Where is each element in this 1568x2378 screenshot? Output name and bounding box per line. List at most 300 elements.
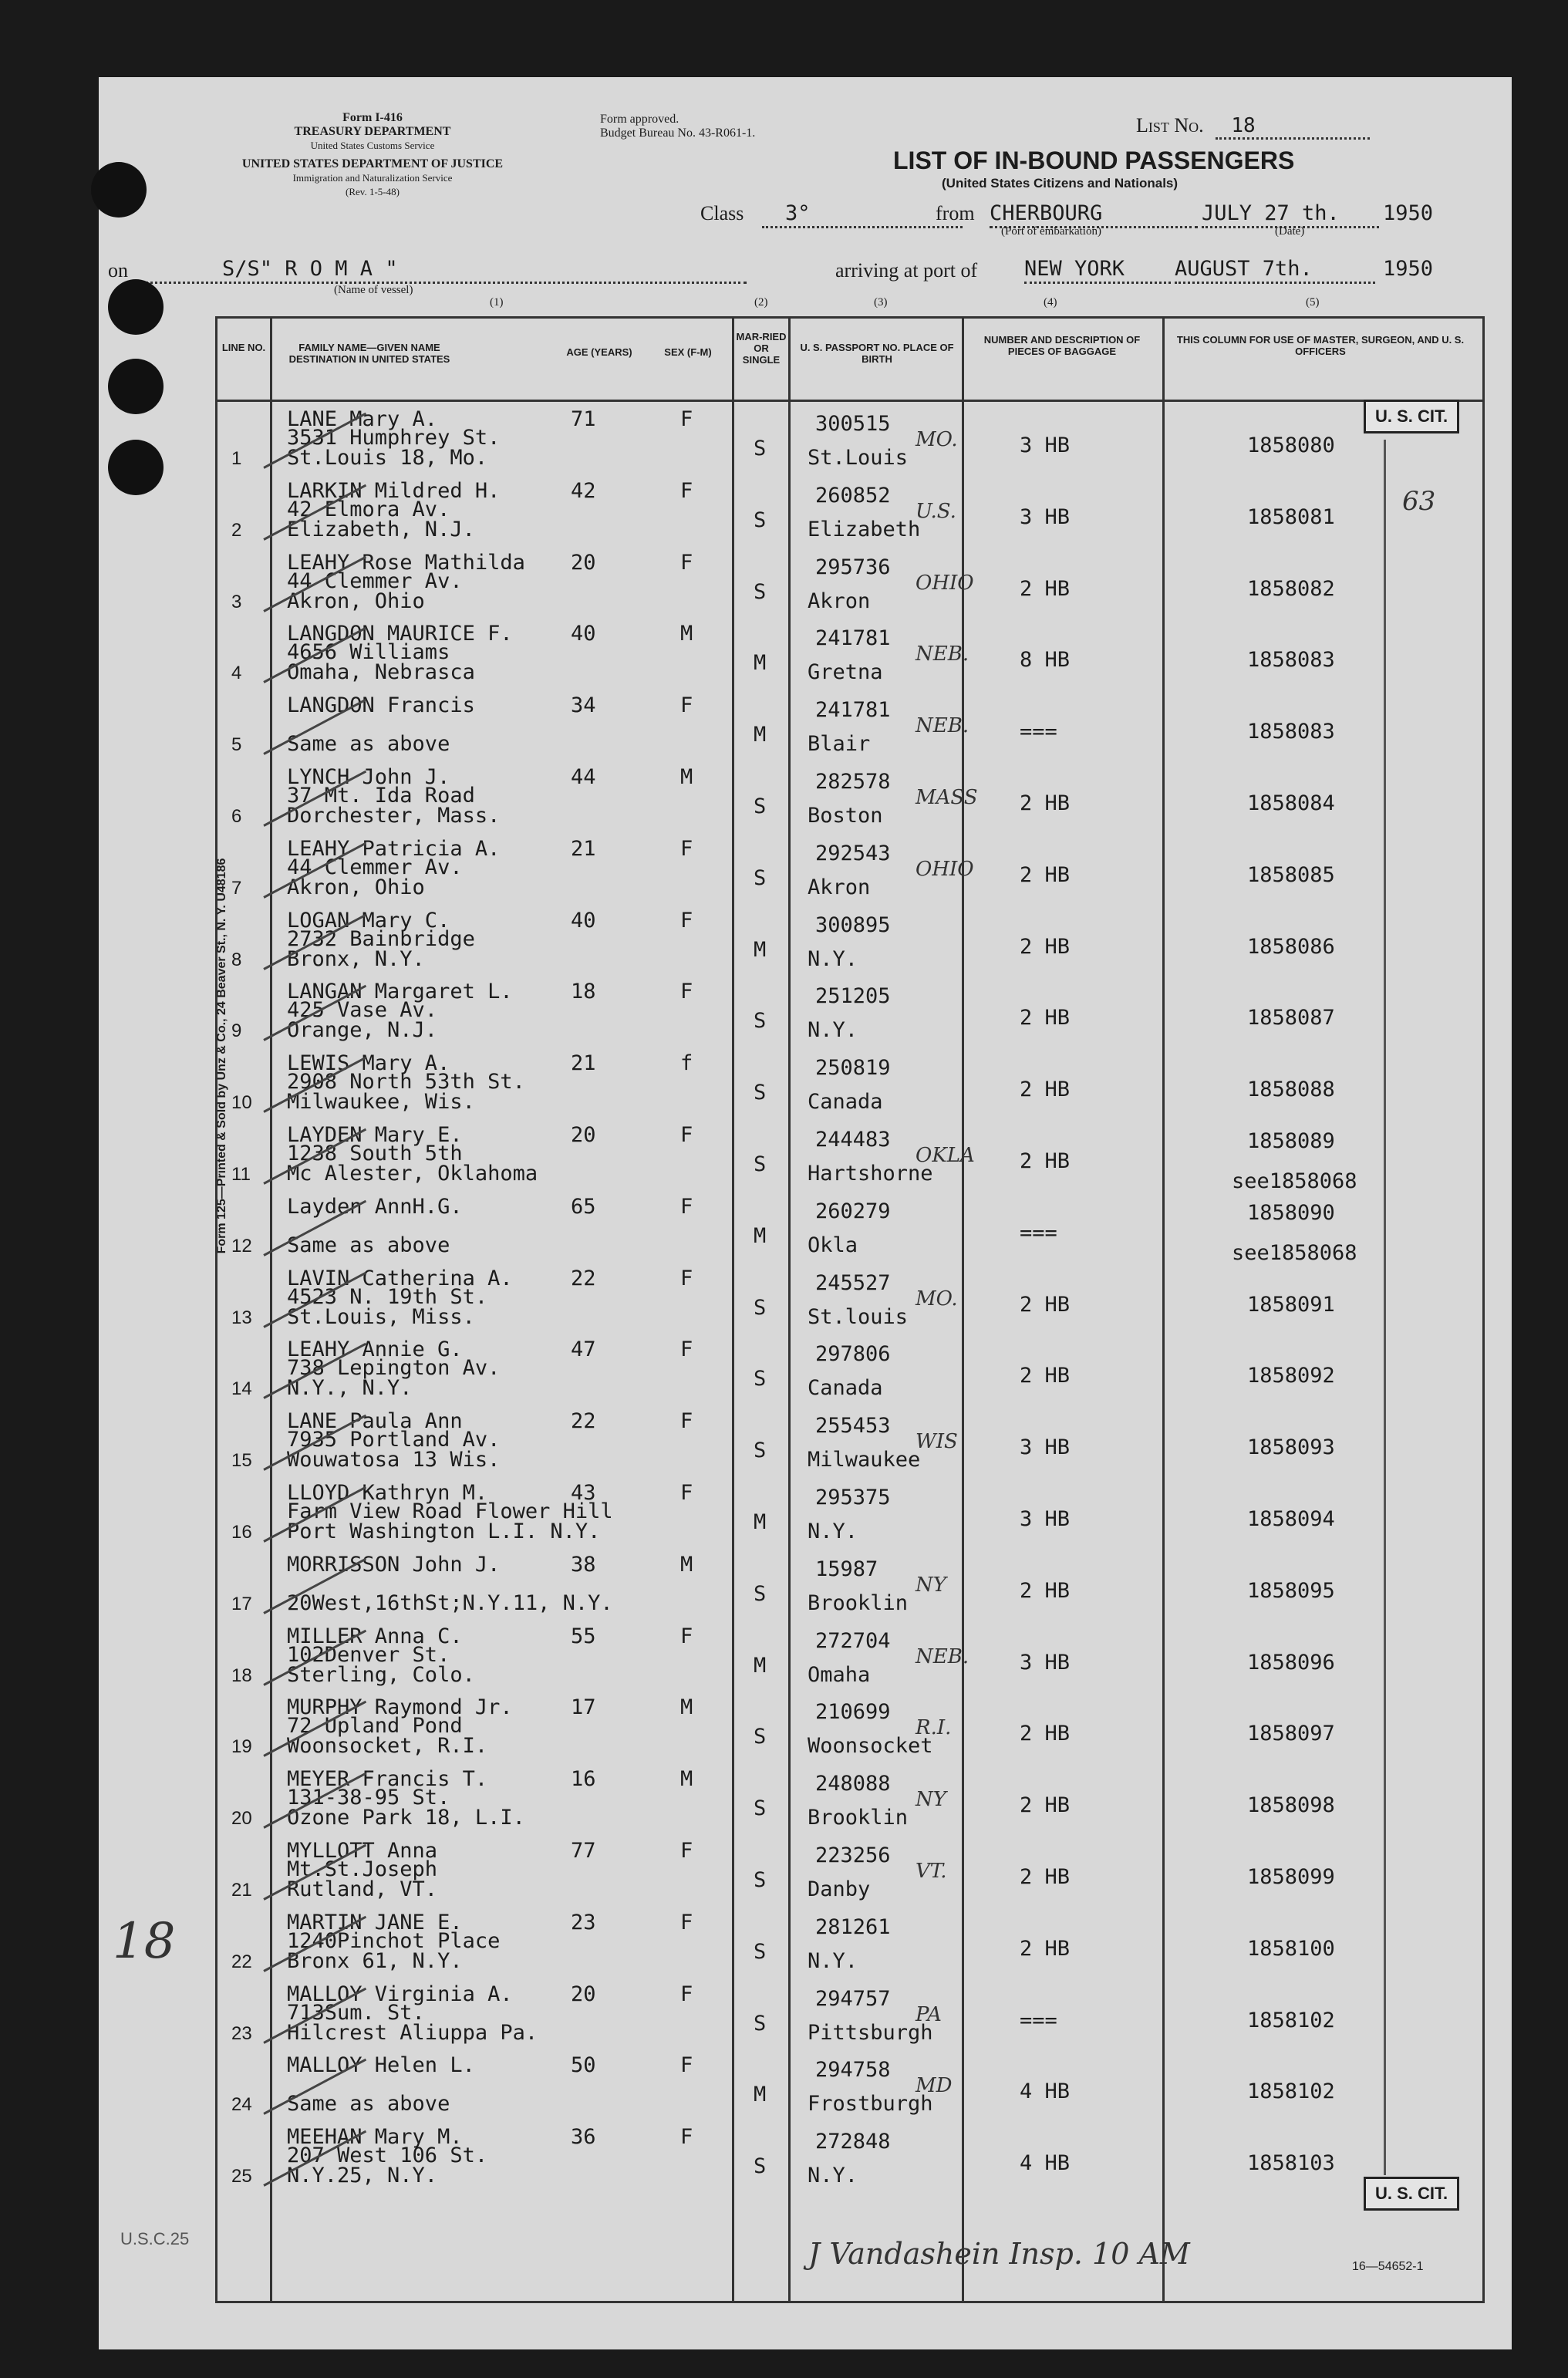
passport-number: 281261 bbox=[815, 1914, 891, 1939]
marital-status: S bbox=[754, 1868, 767, 1892]
baggage: 4 HB bbox=[1020, 2151, 1071, 2176]
baggage: === bbox=[1020, 720, 1057, 744]
officer-number: 1858099 bbox=[1247, 1865, 1335, 1889]
col-num-1: (1) bbox=[490, 296, 504, 309]
place-of-birth: N.Y. bbox=[808, 2164, 858, 2188]
baggage: 2 HB bbox=[1020, 1793, 1071, 1818]
officer-number: 1858096 bbox=[1247, 1650, 1335, 1675]
address-line-2: St.Louis, Miss. bbox=[287, 1304, 475, 1329]
departure-year: 1950 bbox=[1383, 201, 1434, 225]
place-of-birth: Woonsocket bbox=[808, 1734, 933, 1759]
place-of-birth: Frostburgh bbox=[808, 2092, 933, 2117]
line-number: 15 bbox=[231, 1450, 252, 1472]
doj-label: UNITED STATES DEPARTMENT OF JUSTICE bbox=[241, 157, 504, 170]
passenger-name: LAYDEN Mary E. bbox=[287, 1123, 463, 1147]
line-number: 21 bbox=[231, 1880, 252, 1901]
customs-service: United States Customs Service bbox=[310, 140, 435, 151]
address-line-1: 4523 N. 19th St. bbox=[287, 1284, 488, 1309]
marital-status: M bbox=[754, 937, 767, 962]
passenger-name: MILLER Anna C. bbox=[287, 1624, 463, 1648]
age: 47 bbox=[571, 1337, 596, 1362]
age: 23 bbox=[571, 1910, 596, 1934]
address-line-1: 42 Elmora Av. bbox=[287, 497, 450, 521]
line-number: 14 bbox=[231, 1378, 252, 1400]
place-of-birth: Elizabeth bbox=[808, 517, 921, 541]
sex: F bbox=[680, 1266, 693, 1290]
age: 20 bbox=[571, 550, 596, 575]
sex: F bbox=[680, 550, 693, 575]
passport-number: 294758 bbox=[815, 2058, 891, 2083]
handwritten-state: NEB. bbox=[916, 714, 969, 738]
officer-number: 1858083 bbox=[1247, 720, 1335, 744]
passenger-name: LAVIN Catherina A. bbox=[287, 1266, 513, 1290]
line-number: 18 bbox=[231, 1665, 252, 1686]
place-of-birth: Boston bbox=[808, 804, 883, 828]
baggage: 2 HB bbox=[1020, 1292, 1071, 1317]
address-line-2: Bronx, N.Y. bbox=[287, 946, 425, 971]
line-number: 7 bbox=[231, 877, 242, 899]
header-name: FAMILY NAME—GIVEN NAME DESTINATION IN UNITED STATES bbox=[288, 342, 450, 365]
baggage: 2 HB bbox=[1020, 1078, 1071, 1102]
officer-number: 1858102 bbox=[1247, 2008, 1335, 2032]
officer-number: 1858087 bbox=[1247, 1006, 1335, 1030]
baggage: 2 HB bbox=[1020, 1722, 1071, 1746]
address-line-2: Omaha, Nebrasca bbox=[287, 660, 475, 685]
baggage: 2 HB bbox=[1020, 1865, 1071, 1889]
address-line-1: Farm View Road Flower Hill bbox=[287, 1499, 613, 1523]
address-line-1: Mt.St.Joseph bbox=[287, 1857, 438, 1881]
form-number: Form I-416 bbox=[342, 111, 403, 124]
address-line-2: Ozone Park 18, L.I. bbox=[287, 1806, 525, 1830]
passport-number: 260852 bbox=[815, 483, 891, 508]
passenger-name: Layden AnnH.G. bbox=[287, 1194, 463, 1219]
passenger-name: LEAHY Annie G. bbox=[287, 1337, 463, 1362]
passport-number: 244483 bbox=[815, 1128, 891, 1152]
sex: F bbox=[680, 1982, 693, 2006]
address-line-1: 1238 South 5th bbox=[287, 1142, 463, 1165]
handwritten-state: NY bbox=[916, 1573, 946, 1597]
budget-bureau: Budget Bureau No. 43-R061-1. bbox=[600, 126, 756, 140]
form-block bbox=[203, 111, 542, 199]
age: 17 bbox=[571, 1695, 596, 1720]
line-number: 17 bbox=[231, 1593, 252, 1614]
passport-number: 282578 bbox=[815, 770, 891, 794]
place-of-birth: Gretna bbox=[808, 660, 883, 685]
marital-status: M bbox=[754, 723, 767, 747]
address-line-2: Akron, Ohio bbox=[287, 875, 425, 899]
table-row bbox=[217, 903, 1482, 979]
sex: F bbox=[680, 1337, 693, 1362]
baggage: === bbox=[1020, 1220, 1057, 1245]
line-number: 20 bbox=[231, 1808, 252, 1830]
header-sex: SEX (F-M) bbox=[664, 346, 712, 358]
passport-number: 241781 bbox=[815, 626, 891, 651]
passenger-name: LANGDON Francis bbox=[287, 693, 475, 718]
handwritten-state: MASS bbox=[916, 786, 978, 809]
passenger-name: LEAHY Rose Mathilda bbox=[287, 550, 525, 575]
officer-number: 1858086 bbox=[1247, 934, 1335, 959]
line-number: 12 bbox=[231, 1235, 252, 1256]
address-line-1: 2908 North 53th St. bbox=[287, 1070, 525, 1095]
col-num-4: (4) bbox=[1044, 296, 1057, 309]
table-row bbox=[217, 1189, 1482, 1265]
table-row bbox=[217, 2120, 1482, 2195]
sex: M bbox=[680, 765, 693, 789]
handwritten-state: WIS bbox=[916, 1430, 958, 1454]
address-line-2: Same as above bbox=[287, 1233, 450, 1257]
table-row bbox=[217, 1833, 1482, 1909]
table-row bbox=[217, 1619, 1482, 1695]
address-line-2: Hilcrest Aliuppa Pa. bbox=[287, 2020, 538, 2045]
sex: F bbox=[680, 2125, 693, 2150]
passenger-name: LOGAN Mary C. bbox=[287, 908, 450, 933]
sex: M bbox=[680, 1767, 693, 1792]
place-of-birth: Canada bbox=[808, 1090, 883, 1115]
marital-status: S bbox=[754, 1009, 767, 1034]
baggage: 3 HB bbox=[1020, 433, 1071, 457]
passport-number: 250819 bbox=[815, 1056, 891, 1081]
passport-number: 295736 bbox=[815, 555, 891, 579]
sex: F bbox=[680, 693, 693, 718]
place-of-birth: Danby bbox=[808, 1877, 871, 1901]
officer-number: 1858092 bbox=[1247, 1364, 1335, 1388]
passport-number: 245527 bbox=[815, 1270, 891, 1295]
table-row bbox=[217, 1476, 1482, 1551]
place-of-birth: N.Y. bbox=[808, 946, 858, 971]
age: 36 bbox=[571, 2125, 596, 2150]
place-of-birth: Pittsburgh bbox=[808, 2020, 933, 2045]
sex: F bbox=[680, 1624, 693, 1648]
line-number: 2 bbox=[231, 519, 242, 541]
address-line-1: 102Denver St. bbox=[287, 1642, 450, 1667]
inspector-signature: J Vandashein Insp. 10 AM bbox=[808, 2237, 1190, 2271]
marital-status: S bbox=[754, 579, 767, 604]
passenger-name: MORRISSON John J. bbox=[287, 1552, 501, 1577]
marital-status: M bbox=[754, 1510, 767, 1534]
address-line-2: Rutland, VT. bbox=[287, 1877, 438, 1901]
page-number-63: 63 bbox=[1402, 486, 1436, 517]
line-number: 5 bbox=[231, 734, 242, 756]
punch-hole bbox=[91, 162, 147, 218]
age: 22 bbox=[571, 1409, 596, 1434]
on-label: on bbox=[108, 259, 128, 282]
baggage: 3 HB bbox=[1020, 1650, 1071, 1675]
baggage: 2 HB bbox=[1020, 1936, 1071, 1961]
sex: f bbox=[680, 1051, 693, 1076]
handwritten-state: NEB. bbox=[916, 1644, 969, 1668]
list-no-label: List No. bbox=[1136, 114, 1204, 137]
officer-number: 1858097 bbox=[1247, 1722, 1335, 1746]
marital-status: S bbox=[754, 794, 767, 818]
address-line-1: 44 Clemmer Av. bbox=[287, 855, 463, 879]
marital-status: S bbox=[754, 1152, 767, 1176]
address-line-2: Akron, Ohio bbox=[287, 589, 425, 613]
passenger-name: LYNCH John J. bbox=[287, 765, 450, 789]
age: 55 bbox=[571, 1624, 596, 1648]
address-line-2: St.Louis 18, Mo. bbox=[287, 446, 488, 470]
line-number: 4 bbox=[231, 663, 242, 684]
address-line-2: N.Y.25, N.Y. bbox=[287, 2164, 438, 2188]
address-line-2: N.Y., N.Y. bbox=[287, 1376, 413, 1401]
handwritten-state: MO. bbox=[916, 1287, 958, 1310]
baggage: 8 HB bbox=[1020, 648, 1071, 673]
table-row bbox=[217, 974, 1482, 1050]
marital-status: S bbox=[754, 2011, 767, 2036]
address-line-2: 20West,16thSt;N.Y.11, N.Y. bbox=[287, 1590, 613, 1615]
sex: F bbox=[680, 908, 693, 933]
age: 71 bbox=[571, 407, 596, 431]
place-of-birth: Brooklin bbox=[808, 1806, 909, 1830]
place-of-birth: St.louis bbox=[808, 1304, 909, 1329]
age: 22 bbox=[571, 1266, 596, 1290]
form-sheet bbox=[99, 77, 1512, 2349]
address-line-2: Bronx 61, N.Y. bbox=[287, 1948, 463, 1973]
line-number: 8 bbox=[231, 949, 242, 970]
table-row bbox=[217, 1118, 1482, 1193]
passenger-table bbox=[215, 316, 1485, 2303]
passenger-name: LEAHY Patricia A. bbox=[287, 836, 501, 861]
address-line-2: Elizabeth, N.J. bbox=[287, 517, 475, 541]
address-line-2: Orange, N.J. bbox=[287, 1018, 438, 1043]
marital-status: S bbox=[754, 1081, 767, 1105]
place-of-birth: Hartshorne bbox=[808, 1162, 933, 1186]
baggage: 3 HB bbox=[1020, 1435, 1071, 1460]
sex: F bbox=[680, 1194, 693, 1219]
line-number: 6 bbox=[231, 806, 242, 827]
passport-number: 255453 bbox=[815, 1414, 891, 1439]
line-number: 19 bbox=[231, 1736, 252, 1758]
passenger-name: MALLOY Virginia A. bbox=[287, 1982, 513, 2006]
age: 40 bbox=[571, 622, 596, 646]
handwritten-state: MO. bbox=[916, 428, 958, 451]
marital-status: S bbox=[754, 2154, 767, 2179]
address-line-1: 44 Clemmer Av. bbox=[287, 568, 463, 593]
header-baggage: NUMBER AND DESCRIPTION OF PIECES OF BAGGAGE bbox=[983, 334, 1141, 357]
officer-number: 1858081 bbox=[1247, 504, 1335, 529]
address-line-1: 2732 Bainbridge bbox=[287, 926, 475, 951]
sex: F bbox=[680, 1409, 693, 1434]
marital-status: M bbox=[754, 651, 767, 676]
handwritten-state: VT. bbox=[916, 1860, 947, 1883]
officer-number: 1858088 bbox=[1247, 1078, 1335, 1102]
address-line-1: 37 Mt. Ida Road bbox=[287, 784, 475, 808]
handwritten-state: PA bbox=[916, 2002, 942, 2026]
marital-status: S bbox=[754, 437, 767, 460]
punch-hole bbox=[108, 440, 164, 495]
officer-number: 1858103 bbox=[1247, 2151, 1335, 2176]
passport-number: 241781 bbox=[815, 698, 891, 723]
age: 43 bbox=[571, 1481, 596, 1505]
treasury-dept: TREASURY DEPARTMENT bbox=[294, 125, 451, 138]
passenger-name: MEYER Francis T. bbox=[287, 1767, 488, 1792]
address-line-2: Mc Alester, Oklahoma bbox=[287, 1162, 538, 1186]
address-line-1: 207 West 106 St. bbox=[287, 2144, 488, 2168]
list-number bbox=[1136, 114, 1370, 140]
address-line-2: Same as above bbox=[287, 732, 450, 757]
passenger-name: MYLLOTT Anna bbox=[287, 1839, 438, 1863]
address-line-1: 72 Upland Pond bbox=[287, 1714, 463, 1739]
baggage: 2 HB bbox=[1020, 1578, 1071, 1603]
departure-date: JULY 27 th. bbox=[1202, 201, 1379, 228]
passenger-name: MALLOY Helen L. bbox=[287, 2053, 475, 2078]
place-of-birth: Omaha bbox=[808, 1662, 871, 1687]
baggage: 2 HB bbox=[1020, 791, 1071, 815]
passenger-name: MARTIN JANE E. bbox=[287, 1910, 463, 1934]
age: 21 bbox=[571, 836, 596, 861]
officer-number: 1858090 bbox=[1247, 1200, 1335, 1225]
passenger-name: LANGAN Margaret L. bbox=[287, 980, 513, 1004]
col-num-2: (2) bbox=[754, 296, 768, 309]
list-no-value: 18 bbox=[1216, 114, 1370, 140]
class-value: 3° bbox=[762, 201, 963, 228]
printer-side-text: Form 125—Printed & Sold by Unz & Co., 24 Beaver St., N. Y. U48186 bbox=[215, 858, 228, 1254]
age: 40 bbox=[571, 908, 596, 933]
ins-label: Immigration and Naturalization Service bbox=[292, 172, 453, 184]
table-row bbox=[217, 1762, 1482, 1837]
address-line-2: Same as above bbox=[287, 2092, 450, 2117]
table-row bbox=[217, 616, 1482, 692]
header-passport: U. S. PASSPORT NO. PLACE OF BIRTH bbox=[800, 342, 954, 365]
sex: M bbox=[680, 1552, 693, 1577]
passport-number: 15987 bbox=[815, 1557, 878, 1581]
baggage: 2 HB bbox=[1020, 1149, 1071, 1173]
address-line-1: 3531 Humphrey St. bbox=[287, 426, 501, 450]
passenger-name: LANGDON MAURICE F. bbox=[287, 622, 513, 646]
table-row bbox=[217, 760, 1482, 835]
officer-number: 1858085 bbox=[1247, 862, 1335, 887]
page-title: LIST OF IN-BOUND PASSENGERS bbox=[893, 147, 1295, 174]
age: 21 bbox=[571, 1051, 596, 1076]
place-of-birth: N.Y. bbox=[808, 1018, 858, 1043]
marital-status: S bbox=[754, 1439, 767, 1463]
age: 38 bbox=[571, 1552, 596, 1577]
handwritten-state: OHIO bbox=[916, 857, 974, 881]
arrival-date: AUGUST 7th. bbox=[1175, 256, 1375, 284]
col-num-5: (5) bbox=[1306, 296, 1320, 309]
vessel-caption: (Name of vessel) bbox=[334, 284, 413, 296]
table-row bbox=[217, 1905, 1482, 1981]
marital-status: S bbox=[754, 1581, 767, 1606]
cit-bracket-line bbox=[1384, 440, 1386, 2175]
age: 50 bbox=[571, 2053, 596, 2078]
address-line-2: Wouwatosa 13 Wis. bbox=[287, 1448, 501, 1472]
passport-number: 272848 bbox=[815, 2130, 891, 2154]
table-row bbox=[217, 545, 1482, 621]
handwritten-state: MD bbox=[916, 2074, 953, 2098]
us-cit-stamp-top: U. S. CIT. bbox=[1364, 400, 1459, 433]
header-officers: THIS COLUMN FOR USE OF MASTER, SURGEON, AND U. S. OFFICERS bbox=[1176, 334, 1465, 357]
passenger-name: MEEHAN Mary M. bbox=[287, 2125, 463, 2150]
arriving-label: arriving at port of bbox=[835, 259, 978, 282]
place-of-birth: St.Louis bbox=[808, 446, 909, 470]
sex: F bbox=[680, 2053, 693, 2078]
line-number: 11 bbox=[231, 1164, 251, 1185]
sex: F bbox=[680, 1481, 693, 1505]
sex: F bbox=[680, 478, 693, 503]
officer-number: 1858093 bbox=[1247, 1435, 1335, 1460]
age: 44 bbox=[571, 765, 596, 789]
baggage: 4 HB bbox=[1020, 2079, 1071, 2104]
marital-status: S bbox=[754, 1725, 767, 1749]
officer-number: 1858082 bbox=[1247, 576, 1335, 601]
vessel-name: S/S" R O M A " bbox=[145, 256, 747, 284]
place-of-birth: Blair bbox=[808, 732, 871, 757]
table-row bbox=[217, 831, 1482, 907]
marital-status: M bbox=[754, 2083, 767, 2107]
address-line-1: 425 Vase Av. bbox=[287, 998, 438, 1023]
officer-number: 1858094 bbox=[1247, 1507, 1335, 1531]
passenger-name: MURPHY Raymond Jr. bbox=[287, 1695, 513, 1720]
handwritten-state: NY bbox=[916, 1788, 946, 1812]
footer-left-code: U.S.C.25 bbox=[120, 2229, 190, 2248]
passport-number: 251205 bbox=[815, 984, 891, 1009]
sex: F bbox=[680, 1123, 693, 1147]
passenger-name: LEWIS Mary A. bbox=[287, 1051, 450, 1076]
age: 34 bbox=[571, 693, 596, 718]
date-caption: (Date) bbox=[1275, 225, 1305, 238]
table-row bbox=[217, 1261, 1482, 1337]
officer-number: 1858091 bbox=[1247, 1292, 1335, 1317]
baggage: 2 HB bbox=[1020, 1006, 1071, 1030]
passport-number: 210699 bbox=[815, 1700, 891, 1725]
officer-note: see1858068 bbox=[1232, 1169, 1357, 1193]
baggage: 3 HB bbox=[1020, 1507, 1071, 1531]
place-of-birth: Canada bbox=[808, 1376, 883, 1401]
officer-number: 1858100 bbox=[1247, 1936, 1335, 1961]
class-label: Class bbox=[700, 202, 744, 224]
address-line-1: 738 Lepington Av. bbox=[287, 1356, 501, 1381]
line-number: 13 bbox=[231, 1307, 252, 1328]
sex: M bbox=[680, 622, 693, 646]
line-number: 24 bbox=[231, 2094, 252, 2116]
officer-number: 1858095 bbox=[1247, 1578, 1335, 1603]
place-of-birth: Akron bbox=[808, 875, 871, 899]
passport-number: 260279 bbox=[815, 1199, 891, 1223]
address-line-2: Sterling, Colo. bbox=[287, 1662, 475, 1687]
line-number: 1 bbox=[231, 448, 242, 469]
table-row bbox=[217, 1404, 1482, 1479]
table-row bbox=[217, 1046, 1482, 1122]
address-line-1: 713Sum. St. bbox=[287, 2000, 425, 2025]
baggage: 2 HB bbox=[1020, 862, 1071, 887]
page-subtitle: (United States Citizens and Nationals) bbox=[942, 176, 1179, 191]
marital-status: S bbox=[754, 1295, 767, 1320]
from-port: CHERBOURG bbox=[990, 201, 1198, 228]
table-row bbox=[217, 688, 1482, 764]
port-caption: (Port of embarkation) bbox=[1001, 225, 1101, 238]
line-number: 25 bbox=[231, 2166, 252, 2187]
table-row bbox=[217, 1977, 1482, 2053]
place-of-birth: Okla bbox=[808, 1233, 858, 1257]
sex: F bbox=[680, 1839, 693, 1863]
address-line-2: Dorchester, Mass. bbox=[287, 804, 501, 828]
place-of-birth: N.Y. bbox=[808, 1520, 858, 1543]
marital-status: S bbox=[754, 508, 767, 532]
handwritten-state: R.I. bbox=[916, 1716, 952, 1740]
baggage: 2 HB bbox=[1020, 934, 1071, 959]
place-of-birth: N.Y. bbox=[808, 1948, 858, 1973]
from-label: from bbox=[936, 202, 975, 224]
marital-status: S bbox=[754, 1367, 767, 1391]
baggage: 3 HB bbox=[1020, 504, 1071, 529]
officer-number: 1858089 bbox=[1247, 1129, 1335, 1153]
passport-number: 300895 bbox=[815, 912, 891, 937]
table-header bbox=[217, 319, 1482, 402]
table-row bbox=[217, 1332, 1482, 1408]
passport-number: 248088 bbox=[815, 1772, 891, 1796]
arrival-year: 1950 bbox=[1383, 257, 1434, 281]
age: 20 bbox=[571, 1123, 596, 1147]
